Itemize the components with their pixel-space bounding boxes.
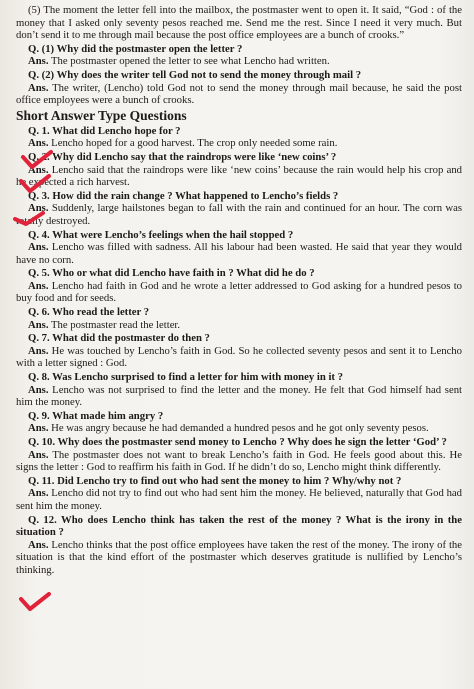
answer-label: Ans.: [28, 383, 49, 396]
answer-text: Lencho had faith in God and he wrote a letter addressed to God asking for a hundred pesos to buy food and for seeds.: [16, 279, 463, 305]
answer-label: Ans.: [28, 538, 49, 551]
qa-list: [16, 125, 462, 577]
answer-paragraph: [16, 280, 462, 305]
question-text: Q. 3. How did the rain change ? What happened to Lencho’s fields ?: [28, 189, 339, 202]
answer-paragraph: [16, 241, 462, 266]
passage-answer-2: [16, 82, 462, 107]
answer-text: He was angry because he had demanded a hundred pesos and he got only seventy pesos.: [51, 422, 429, 435]
qa-item: [16, 306, 462, 331]
answer-label: Ans.: [28, 202, 49, 215]
qa-item: [16, 475, 462, 513]
question-text: Q. 12. Who does Lencho think has taken the rest of the money ? What is the irony in the situation ?: [16, 513, 462, 539]
answer-text: Suddenly, large hailstones began to fall with the rain and continued for an hour. The corn was totally destroyed.: [16, 202, 463, 227]
answer-text: He was touched by Lencho’s faith in God. So he collected seventy pesos and sent it to Lencho with a letter signed : God.: [16, 344, 462, 370]
answer-paragraph: [16, 319, 462, 332]
section-heading: Short Answer Type Questions: [16, 107, 187, 123]
answer-label: Ans.: [28, 279, 49, 292]
passage-paragraph: (5) The moment the letter fell into the mailbox, the postmaster went to open it. It said, “God : of the money that I asked only seventy pesos reached me. Send me the rest. Since I need it very much. But don’t send it to me through mail because the post office employees are a bunch of crooks.”: [16, 4, 462, 42]
question-text: Q. 8. Was Lencho surprised to find a letter for him with money in it ?: [28, 371, 343, 384]
red-check-mark: [18, 590, 52, 612]
answer-text: Lencho hoped for a good harvest. The crop only needed some rain.: [51, 137, 338, 150]
question-text: Q. 1. What did Lencho hope for ?: [28, 124, 181, 137]
answer-label: Ans.: [28, 448, 49, 461]
answer-paragraph: [16, 384, 462, 409]
answer-text: The postmaster does not want to break Lencho’s faith in God. He feels good about this. He signs the letter : God to reaffirm his faith in God. If he didn’t do so, Lencho might think differently.: [16, 448, 462, 474]
answer-paragraph: [16, 137, 462, 150]
question-text: Q. 9. What made him angry ?: [28, 409, 164, 422]
answer-text: The postmaster opened the letter to see what Lencho had written.: [50, 55, 330, 68]
qa-item: [16, 229, 462, 267]
answer-text: Lencho was filled with sadness. All his labour had been wasted. He said that year they would have no corn.: [16, 241, 463, 266]
passage-answer-1: [16, 55, 462, 68]
answer-label: Ans.: [28, 422, 49, 435]
passage-question-2: Q. (2) Why does the writer tell God not to send the money through mail ?: [28, 68, 362, 81]
qa-item: [16, 125, 462, 150]
answer-label: Ans.: [28, 344, 49, 357]
answer-label: Ans.: [28, 81, 49, 94]
answer-text: The postmaster read the letter.: [50, 318, 181, 331]
question-text: Q. 11. Did Lencho try to find out who had sent the money to him ? Why/why not ?: [28, 474, 402, 487]
answer-paragraph: [16, 487, 462, 512]
question-text: Q. 7. What did the postmaster do then ?: [28, 332, 210, 345]
answer-text: Lencho said that the raindrops were like ‘new coins’ because the rain would help his crop and he expected a rich harvest.: [16, 163, 463, 189]
answer-paragraph: [16, 449, 462, 474]
question-text: Q. 5. Who or what did Lencho have faith in ? What did he do ?: [28, 267, 315, 280]
qa-item: [16, 332, 462, 370]
answer-paragraph: [16, 164, 462, 189]
answer-text: Lencho thinks that the post office employees have taken the rest of the money. The irony of the situation is that the kind effort of the postmaster which deserves gratitude is nullified by Lencho’s thinking.: [16, 538, 462, 576]
qa-item: [16, 371, 462, 409]
qa-item: [16, 436, 462, 474]
qa-item: [16, 151, 462, 189]
qa-item: [16, 267, 462, 305]
question-text: Q. 2. Why did Lencho say that the raindrops were like ‘new coins’ ?: [28, 150, 337, 163]
answer-paragraph: [16, 539, 462, 577]
qa-item: [16, 410, 462, 435]
answer-label: Ans.: [28, 487, 49, 500]
passage-question-1: Q. (1) Why did the postmaster open the letter ?: [28, 42, 243, 55]
answer-paragraph: [16, 202, 462, 227]
answer-text: Lencho did not try to find out who had sent him the money. He believed, naturally that God had sent him the money.: [16, 487, 463, 512]
question-text: Q. 6. Who read the letter ?: [28, 306, 150, 319]
answer-paragraph: [16, 422, 462, 435]
answer-text: Lencho was not surprised to find the letter and the money. He felt that God himself had sent him the money.: [16, 383, 463, 409]
answer-paragraph: [16, 345, 462, 370]
answer-label: Ans.: [28, 241, 49, 254]
answer-label: Ans.: [28, 137, 49, 150]
answer-label: Ans.: [28, 55, 49, 68]
question-text: Q. 4. What were Lencho’s feelings when the hail stopped ?: [28, 228, 294, 241]
question-text: Q. 10. Why does the postmaster send money to Lencho ? Why does he sign the letter ‘God’ ?: [28, 436, 447, 448]
qa-item: [16, 514, 462, 577]
qa-item: [16, 190, 462, 228]
answer-label: Ans.: [28, 318, 49, 331]
answer-text: The writer, (Lencho) told God not to send the money through mail because, he said the post office employees were a bunch of crooks.: [16, 81, 462, 107]
answer-label: Ans.: [28, 163, 49, 176]
